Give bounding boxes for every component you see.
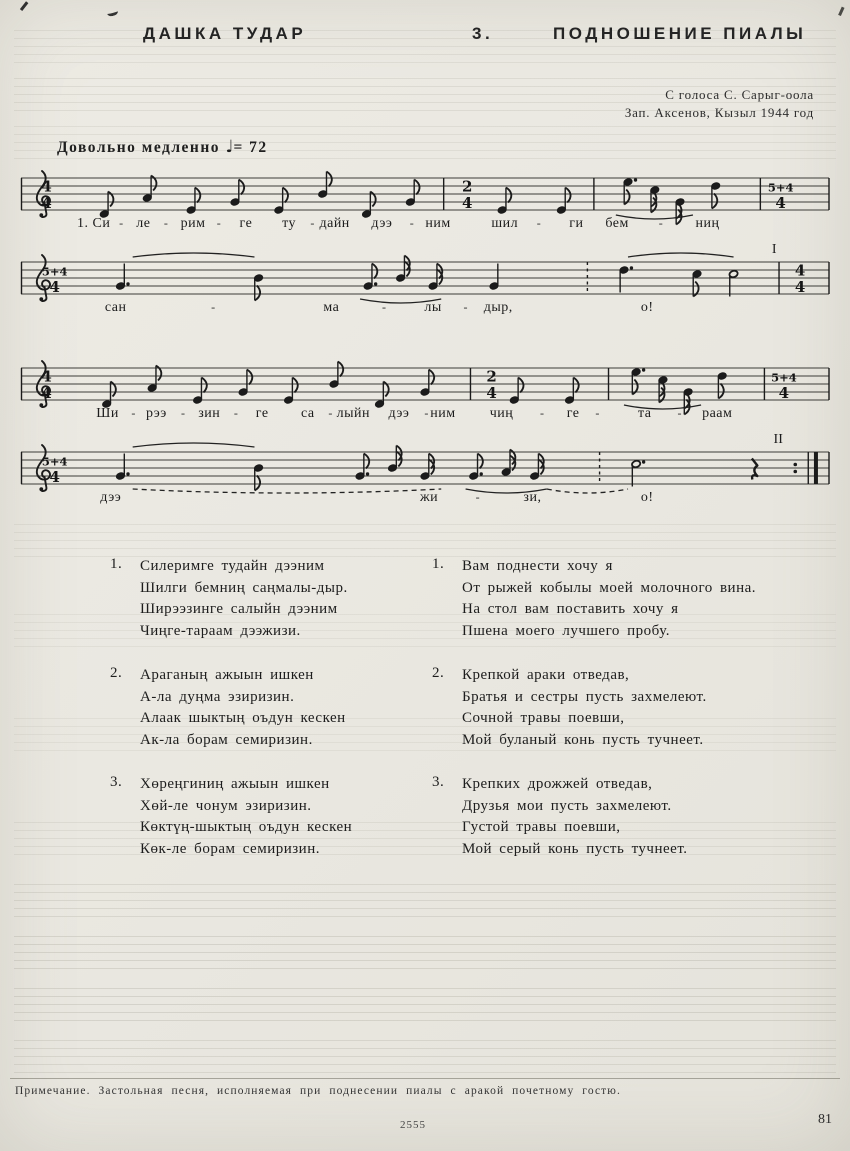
verse-line: Шилги бемниң саңмалы-дыр. (140, 579, 348, 596)
lyric-syllable: лы (424, 300, 442, 315)
tempo-text: Довольно медленно (57, 139, 221, 156)
svg-text:4: 4 (41, 177, 52, 196)
lyric-syllable: - (658, 216, 664, 230)
verse-line: Вам поднести хочу я (462, 558, 613, 574)
verses-russian (432, 556, 756, 883)
note-icon (254, 274, 264, 301)
lyric-syllable: рим (180, 216, 206, 231)
lyrics-line (18, 300, 832, 320)
verse-line: Хөреңгиниң ажыын ишкен (140, 776, 330, 792)
lyrics-line (18, 490, 832, 510)
ghost-staff-lines (14, 1040, 836, 1073)
lyric-syllable: раам (702, 406, 733, 421)
slur (628, 253, 734, 257)
lyric-syllable: ге (566, 406, 580, 421)
lyric-syllable: ниң (695, 216, 720, 231)
time-signature (41, 178, 51, 213)
scan-artifact (20, 1, 33, 14)
lyrics-line (18, 216, 832, 236)
lyric-syllable: зин (198, 406, 221, 421)
lyric-syllable: ним (430, 406, 456, 421)
verse-tuvan (110, 774, 352, 860)
slur (133, 253, 255, 257)
lyric-syllable: ле (136, 216, 151, 231)
note-icon (711, 182, 721, 209)
verse-russian (432, 665, 756, 751)
lyric-syllable: о! (640, 300, 654, 315)
note-icon (650, 186, 660, 213)
lyric-syllable: дыр, (483, 300, 513, 315)
svg-text:5+4: 5+4 (41, 264, 68, 279)
time-signature (462, 178, 472, 213)
song-title-tuvan: ДАШКА ТУДАР (143, 24, 307, 43)
verse-line: А-ла дуңма эзиризин. (140, 688, 295, 705)
verse-number: 2. (432, 665, 445, 681)
footnote: Примечание. Застольная песня, исполняемая при поднесении пиалы с аракой почетному гостю. (15, 1085, 621, 1097)
lyric-syllable: - (475, 490, 481, 504)
verse-russian (432, 556, 756, 642)
svg-text:4: 4 (775, 194, 786, 212)
verse-number: 3. (110, 774, 123, 790)
lyric-syllable: - (382, 300, 387, 314)
lyric-syllable: - (216, 216, 222, 230)
attribution-recorder: Зап. Аксенов, Кызыл 1944 год (624, 104, 814, 120)
lyric-syllable: - (131, 406, 136, 420)
lyric-syllable: - (409, 216, 415, 230)
note-icon (631, 368, 645, 395)
verse-line: Алаак шыктың оъдун кескен (140, 710, 346, 726)
verse-line: Көктүң-шыктың оъдун кескен (140, 819, 353, 835)
plate-number: 2555 (400, 1119, 426, 1131)
verse-number: 1. (432, 556, 445, 572)
ghost-staff-lines (14, 524, 836, 557)
scan-artifact (106, 8, 118, 17)
svg-text:4: 4 (41, 194, 52, 212)
scan-artifact (834, 5, 844, 16)
svg-text:4: 4 (49, 468, 60, 486)
verse-number: 2. (110, 665, 123, 681)
lyric-syllable: ги (569, 216, 584, 231)
lyric-syllable: зи, (523, 490, 542, 505)
svg-text:5+4: 5+4 (41, 454, 68, 469)
tempo-marking (57, 137, 268, 157)
verse-line: Пшена моего лучшего пробу. (462, 622, 670, 639)
lyric-syllable: дайн (319, 216, 350, 231)
lyric-syllable: ту (282, 216, 297, 231)
lyric-syllable: - (119, 216, 124, 230)
section-label: II (773, 432, 783, 447)
verse-tuvan (110, 556, 352, 642)
lyric-syllable: сан (104, 300, 127, 315)
attribution-source: С голоса С. Сарыг-оола (665, 87, 814, 102)
time-signature (768, 181, 794, 213)
lyric-syllable: - (463, 300, 468, 314)
lyric-syllable: Ши (96, 406, 119, 421)
lyric-syllable: о! (640, 490, 654, 505)
verse-line: От рыжей кобылы моей молочного вина. (462, 579, 757, 596)
song-title-russian: ПОДНОШЕНИЕ ПИАЛЫ (553, 24, 807, 43)
verse-line: Сочной травы поевши, (462, 710, 625, 726)
verse-line: Силеримге тудайн дээним (140, 558, 325, 574)
verse-line: Чиңге-тараам дээжизи. (140, 622, 301, 639)
lyric-syllable: лыйн (336, 406, 371, 421)
verse-number: 3. (432, 774, 445, 790)
lyric-syllable: - (180, 406, 186, 420)
lyric-syllable: - (233, 406, 239, 420)
lyric-syllable: бем (605, 216, 629, 231)
lyric-syllable: ним (425, 216, 451, 231)
verse-line: Ширээзинге салыйн дээним (140, 601, 338, 617)
verse-line: Көк-ле борам семиризин. (140, 840, 320, 857)
lyric-syllable: дээ (100, 490, 122, 505)
svg-text:4: 4 (49, 278, 60, 296)
svg-text:4: 4 (41, 367, 52, 386)
note-icon (501, 450, 515, 477)
lyric-syllable: - (163, 216, 169, 230)
staff-system-4 (18, 432, 832, 526)
note-icon (631, 460, 645, 487)
note-icon (692, 270, 702, 297)
song-number: 3. (472, 24, 494, 43)
ghost-staff-lines (14, 936, 836, 969)
attribution (625, 86, 814, 121)
verse-line: Мой серый конь пусть тучнеет. (462, 840, 688, 857)
time-signature (771, 371, 797, 403)
lyric-syllable: та (638, 406, 652, 421)
note-icon (658, 376, 668, 403)
lyric-syllable: дээ (371, 216, 393, 231)
ghost-staff-lines (14, 988, 836, 1021)
lyric-syllable: ге (239, 216, 253, 231)
verse-line: Братья и сестры пусть захмелеют. (462, 688, 707, 705)
note-icon (623, 178, 637, 205)
section-label: I (771, 242, 777, 257)
lyric-syllable: са (300, 406, 315, 421)
note-icon (142, 176, 156, 203)
svg-text:5+4: 5+4 (771, 370, 797, 385)
lyric-syllable: - (595, 406, 600, 420)
note-icon (375, 382, 389, 409)
time-signature (486, 368, 496, 403)
verse-line: Крепкой араки отведав, (462, 667, 630, 683)
verses-tuvan (110, 556, 352, 883)
lyric-syllable: дээ (388, 406, 410, 421)
note-icon (362, 192, 376, 219)
quarter-rest-icon (752, 459, 758, 480)
note-icon (717, 372, 727, 399)
lyric-syllable: рээ (145, 406, 167, 421)
note-icon (99, 192, 113, 219)
lyrics-line (18, 406, 832, 426)
note-icon (489, 264, 499, 291)
note-icon (254, 464, 264, 491)
lyric-syllable: - (424, 406, 429, 420)
verse-line: Хөй-ле чонум эзиризин. (140, 797, 312, 814)
time-signature (795, 262, 805, 297)
quarter-note-icon: ♩ (225, 137, 234, 157)
tempo-value: = 72 (233, 139, 268, 156)
verse-line: Густой травы поевши, (462, 819, 621, 835)
staff-system-3 (18, 354, 832, 442)
lyric-syllable: ма (323, 300, 340, 315)
svg-text:4: 4 (794, 261, 806, 280)
svg-text:4: 4 (794, 278, 806, 296)
lyric-syllable: ге (255, 406, 269, 421)
svg-text:4: 4 (41, 384, 52, 402)
lyric-syllable: - (328, 406, 333, 420)
page-number: 81 (818, 1112, 832, 1127)
verse-tuvan (110, 665, 352, 751)
lyric-syllable: жи (419, 490, 439, 505)
note-icon (729, 270, 739, 297)
time-signature (41, 368, 51, 403)
verse-line: Крепких дрожжей отведав, (462, 776, 653, 792)
verse-russian (432, 774, 756, 860)
lyric-syllable: чиң (489, 406, 514, 421)
staff-system-1 (18, 164, 832, 252)
ghost-staff-lines (14, 884, 836, 917)
verse-line: Мой буланый конь пусть тучнеет. (462, 731, 704, 748)
lyric-syllable: - (310, 216, 315, 230)
slur (133, 443, 255, 447)
verse-number: 1. (110, 556, 123, 572)
staff-system-2 (18, 242, 832, 336)
verse-line: Друзья мои пусть захмелеют. (462, 797, 672, 814)
svg-text:4: 4 (462, 194, 473, 212)
svg-text:2: 2 (486, 367, 497, 386)
svg-text:4: 4 (778, 384, 790, 402)
lyric-syllable: - (211, 300, 216, 314)
svg-text:2: 2 (462, 177, 473, 196)
verse-line: На стол вам поставить хочу я (462, 601, 679, 617)
verse-line: Араганың ажыын ишкен (140, 667, 314, 683)
verse-line: Ак-ла борам семиризин. (140, 731, 313, 748)
note-icon (147, 366, 161, 393)
footer-divider-line (10, 1078, 840, 1079)
svg-text:5+4: 5+4 (767, 180, 794, 195)
lyric-syllable: - (539, 406, 545, 420)
svg-text:4: 4 (486, 384, 497, 402)
note-icon (102, 382, 116, 409)
lyric-syllable: шил (491, 216, 519, 231)
lyric-syllable: 1. Си (77, 216, 111, 231)
lyric-syllable: - (536, 216, 542, 230)
lyric-syllable: - (677, 406, 683, 420)
